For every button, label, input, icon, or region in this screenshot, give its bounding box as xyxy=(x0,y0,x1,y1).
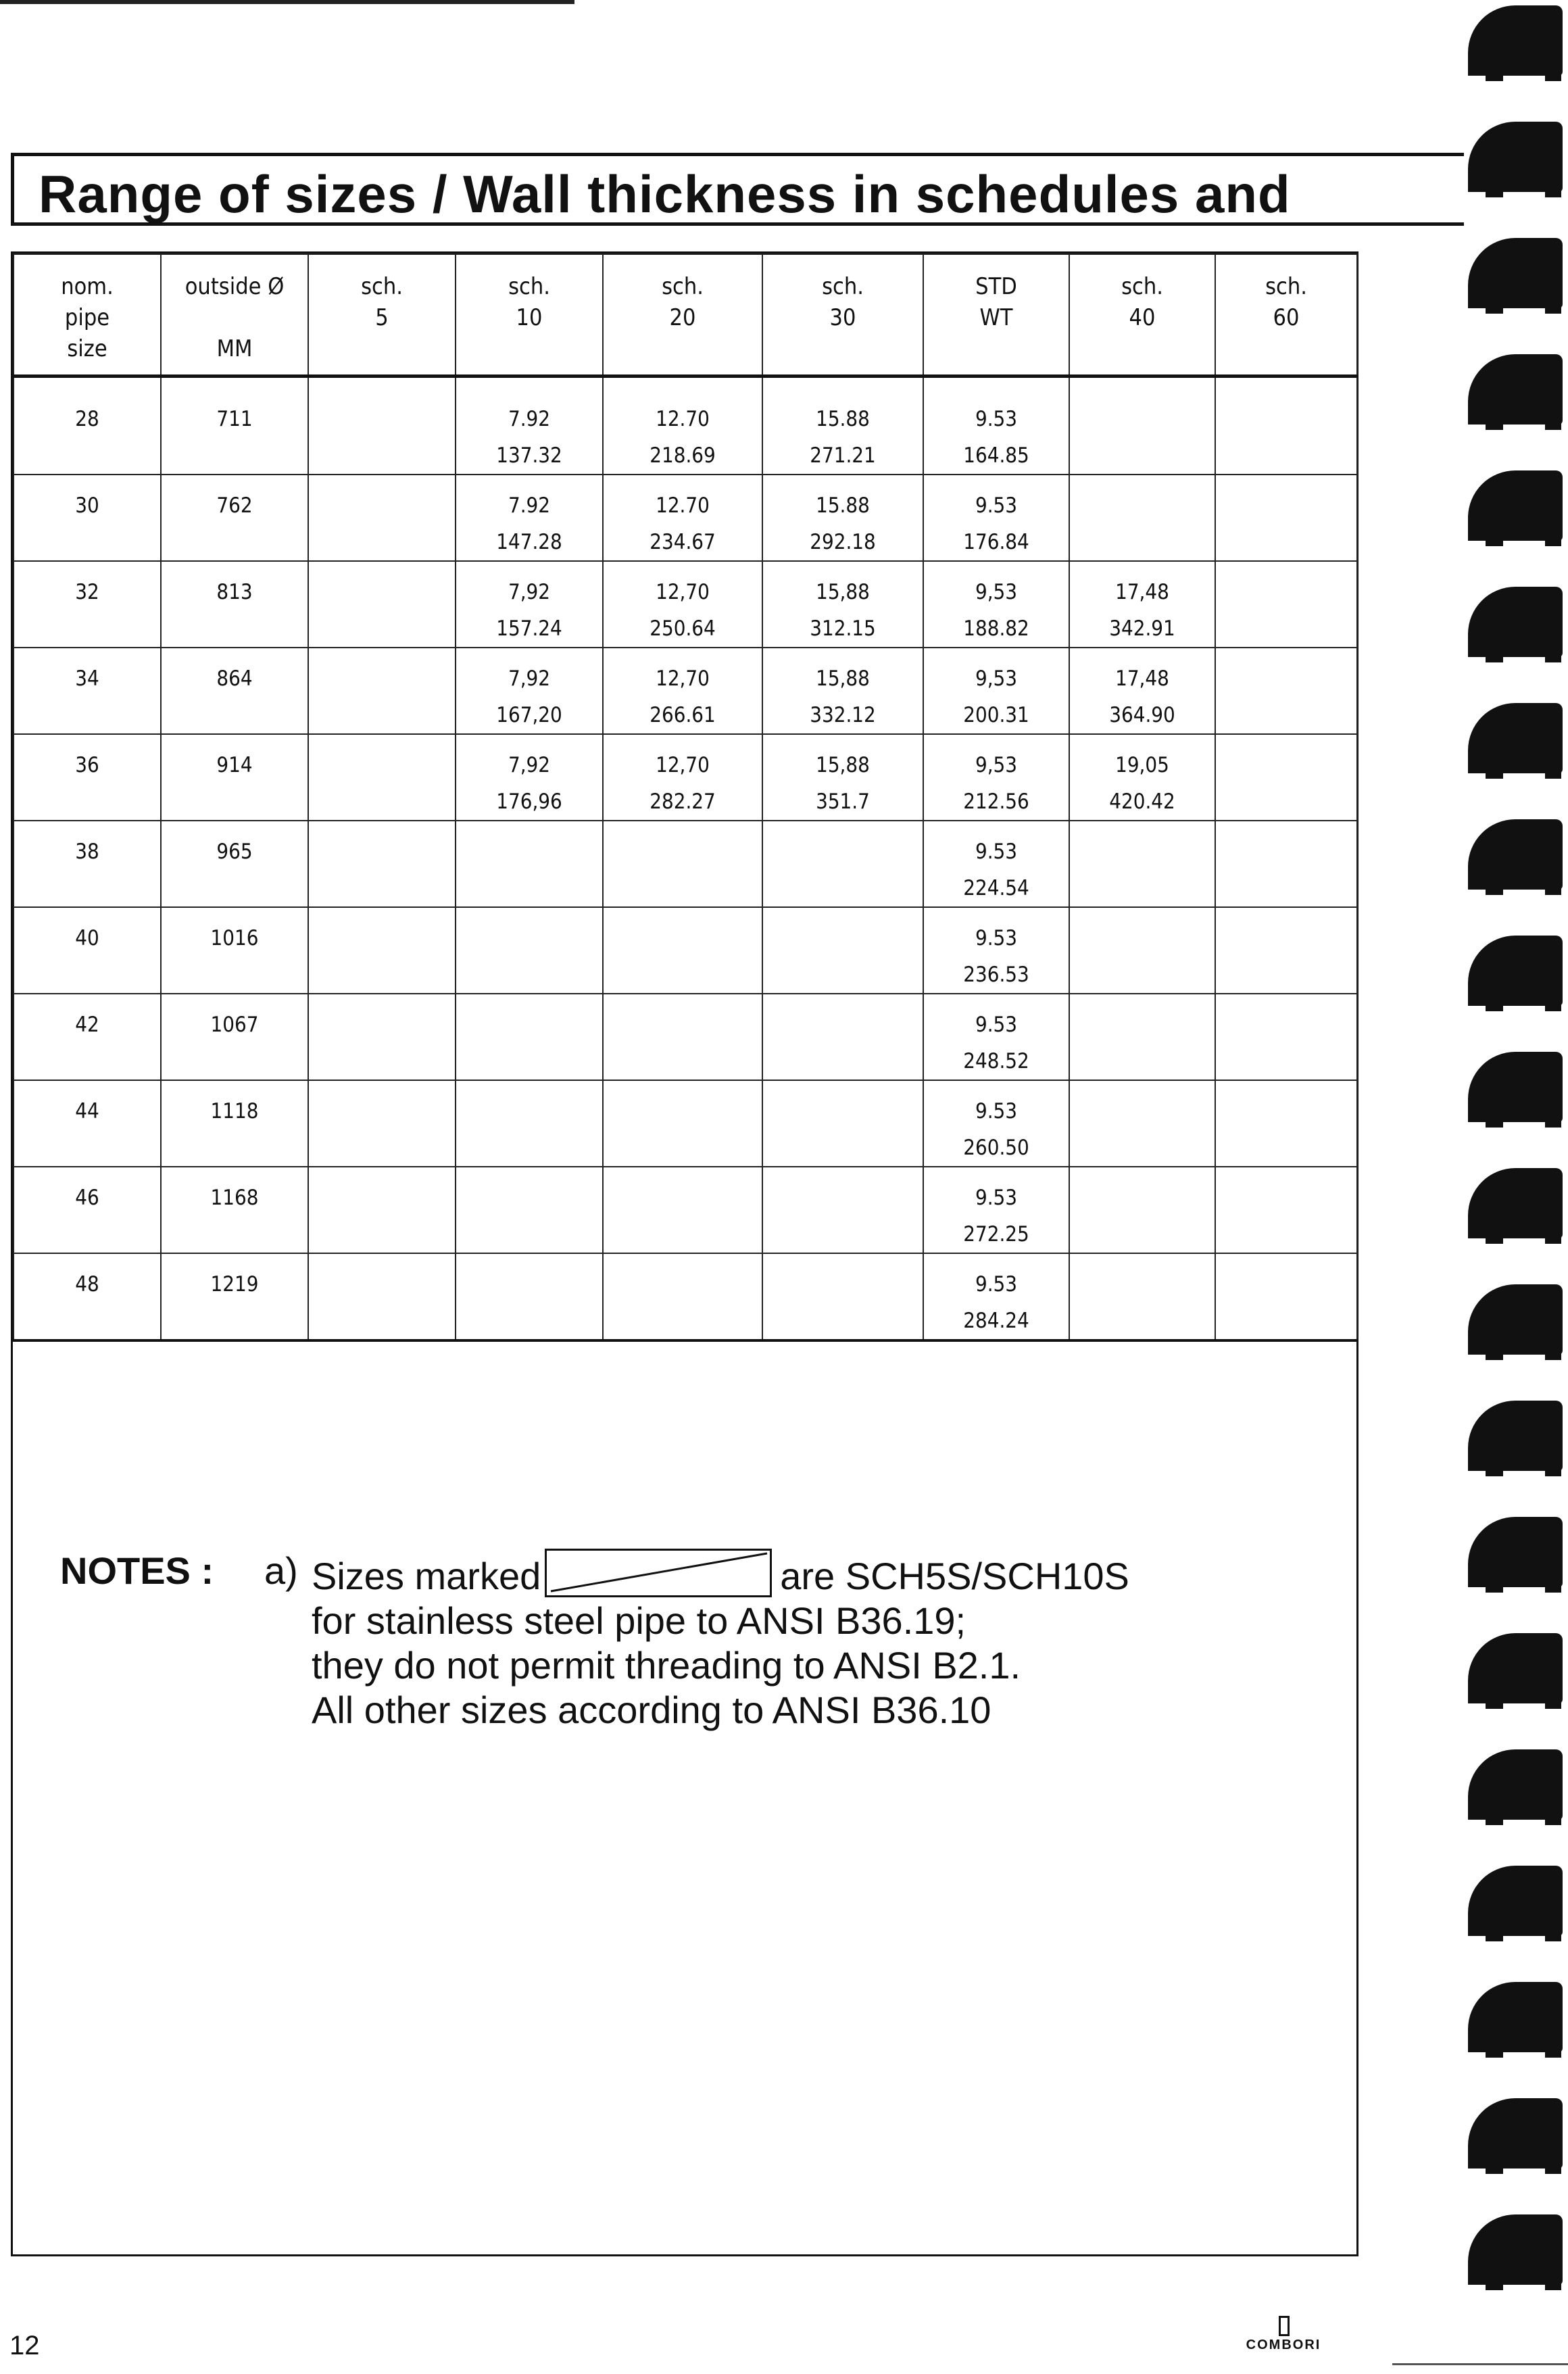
table-cell xyxy=(14,648,161,734)
cell-value: 15,88 xyxy=(816,667,870,691)
binding-tab xyxy=(1468,1401,1563,1471)
cell-value: 17,48 xyxy=(1115,580,1169,604)
table-cell xyxy=(762,1253,923,1340)
column-header-line: 60 xyxy=(1273,304,1300,331)
table-cell xyxy=(308,1167,456,1253)
notes-line xyxy=(312,1549,1325,1599)
column-header xyxy=(456,254,603,376)
cell-value: 28 xyxy=(75,406,99,431)
cell-value: 176.84 xyxy=(963,530,1029,554)
cell-value: 15.88 xyxy=(816,406,870,431)
table-cell xyxy=(308,821,456,907)
column-header xyxy=(14,254,161,376)
table-cell xyxy=(923,1167,1069,1253)
binding-tab xyxy=(1468,1866,1563,1936)
notes-line: All other sizes according to ANSI B36.10 xyxy=(312,1689,991,1731)
table-cell xyxy=(456,1080,603,1167)
logo-mark-icon xyxy=(1279,2316,1290,2336)
table-cell xyxy=(14,1080,161,1167)
table-cell xyxy=(308,1080,456,1167)
cell-value: 7,92 xyxy=(508,753,551,777)
cell-value: 7,92 xyxy=(508,667,551,691)
table-cell xyxy=(161,1167,308,1253)
table-cell xyxy=(923,821,1069,907)
cell-value: 15,88 xyxy=(816,753,870,777)
cell-value: 9.53 xyxy=(975,840,1018,864)
table-cell xyxy=(1215,1080,1357,1167)
table-cell xyxy=(14,475,161,561)
cell-value: 1168 xyxy=(210,1186,259,1210)
cell-value: 224.54 xyxy=(963,876,1029,900)
column-header-line: 20 xyxy=(669,304,696,331)
table-cell xyxy=(161,734,308,821)
cell-value: 7,92 xyxy=(508,580,551,604)
table-cell xyxy=(1215,1167,1357,1253)
binding-tab xyxy=(1468,1284,1563,1355)
table-cell xyxy=(308,1253,456,1340)
page-title: Range of sizes / Wall thickness in schedules and xyxy=(39,164,1291,224)
table-cell xyxy=(923,561,1069,648)
table-cell xyxy=(456,475,603,561)
column-header xyxy=(1215,254,1357,376)
cell-value: 12,70 xyxy=(656,580,710,604)
table-cell xyxy=(762,1080,923,1167)
cell-value: 44 xyxy=(75,1099,99,1123)
binding-tab xyxy=(1468,1052,1563,1122)
notes-line1-before: Sizes marked xyxy=(312,1555,541,1597)
table-cell xyxy=(161,475,308,561)
table-cell xyxy=(923,475,1069,561)
column-header-line: STD xyxy=(975,273,1017,300)
table-cell xyxy=(456,994,603,1080)
table-cell xyxy=(161,1253,308,1340)
table-cell xyxy=(762,734,923,821)
content-frame xyxy=(11,251,1358,2256)
cell-value: 32 xyxy=(75,580,99,604)
column-header-line: sch. xyxy=(508,273,550,300)
table-header-row xyxy=(14,254,1357,376)
binding-tab xyxy=(1468,238,1563,308)
cell-value: 9,53 xyxy=(975,667,1018,691)
column-header-line: sch. xyxy=(662,273,704,300)
cell-value: 40 xyxy=(75,926,99,950)
cell-value: 272.25 xyxy=(963,1222,1029,1246)
cell-value: 271.21 xyxy=(810,443,876,468)
cell-value: 147.28 xyxy=(496,530,562,554)
table-cell xyxy=(308,376,456,475)
cell-value: 282.27 xyxy=(650,790,716,814)
cell-value: 1067 xyxy=(210,1013,259,1037)
cell-value: 248.52 xyxy=(963,1049,1029,1073)
notes-label: NOTES : xyxy=(60,1549,214,1592)
cell-value: 1118 xyxy=(210,1099,259,1123)
table-cell xyxy=(14,561,161,648)
marked-size-box xyxy=(545,1549,772,1597)
table-cell xyxy=(1215,1253,1357,1340)
table-cell xyxy=(762,1167,923,1253)
table-cell xyxy=(456,561,603,648)
table-cell xyxy=(603,648,762,734)
table-cell xyxy=(308,475,456,561)
cell-value: 15.88 xyxy=(816,493,870,518)
table-cell xyxy=(161,561,308,648)
table-cell xyxy=(1215,648,1357,734)
cell-value: 9.53 xyxy=(975,926,1018,950)
table-body xyxy=(14,376,1357,1340)
table-cell xyxy=(1215,376,1357,475)
table-cell xyxy=(603,821,762,907)
cell-value: 234.67 xyxy=(650,530,716,554)
table-cell xyxy=(1215,994,1357,1080)
column-header xyxy=(308,254,456,376)
cell-value: 17,48 xyxy=(1115,667,1169,691)
column-header-line: size xyxy=(67,335,107,362)
table-cell xyxy=(308,734,456,821)
table-cell xyxy=(1215,821,1357,907)
column-header-line xyxy=(162,302,308,333)
table-row xyxy=(14,1253,1357,1340)
table-cell xyxy=(14,994,161,1080)
table-cell xyxy=(603,734,762,821)
table-row xyxy=(14,994,1357,1080)
notes-line1-after: are SCH5S/SCH10S xyxy=(780,1555,1129,1597)
table-cell xyxy=(762,907,923,994)
table-cell xyxy=(603,376,762,475)
cell-value: 38 xyxy=(75,840,99,864)
table-cell xyxy=(161,821,308,907)
cell-value: 711 xyxy=(216,406,253,431)
cell-value: 342.91 xyxy=(1109,616,1175,641)
table-cell xyxy=(923,734,1069,821)
cell-value: 864 xyxy=(216,667,253,691)
table-cell xyxy=(308,648,456,734)
column-header xyxy=(603,254,762,376)
binding-tab xyxy=(1468,1517,1563,1587)
cell-value: 1016 xyxy=(210,926,259,950)
table-cell xyxy=(14,734,161,821)
cell-value: 266.61 xyxy=(650,703,716,727)
diagonal-line-icon xyxy=(547,1551,770,1595)
logo-text: COMBORI xyxy=(1246,2337,1321,2352)
cell-value: 813 xyxy=(216,580,253,604)
binding-tab xyxy=(1468,936,1563,1006)
column-header-line: 40 xyxy=(1129,304,1156,331)
cell-value: 36 xyxy=(75,753,99,777)
cell-value: 762 xyxy=(216,493,253,518)
column-header-line: pipe xyxy=(64,304,110,331)
table-cell xyxy=(923,994,1069,1080)
table-cell xyxy=(1069,734,1215,821)
table-cell xyxy=(456,907,603,994)
cell-value: 137.32 xyxy=(496,443,562,468)
column-header-line: 5 xyxy=(375,304,389,331)
binding-tab xyxy=(1468,470,1563,541)
table-cell xyxy=(1215,561,1357,648)
table-row xyxy=(14,376,1357,475)
column-header-line: sch. xyxy=(361,273,403,300)
cell-value: 236.53 xyxy=(963,963,1029,987)
cell-value: 965 xyxy=(216,840,253,864)
binding-tab xyxy=(1468,122,1563,192)
table-cell xyxy=(456,734,603,821)
table-cell xyxy=(603,475,762,561)
table-cell xyxy=(762,821,923,907)
table-row xyxy=(14,1167,1357,1253)
cell-value: 9.53 xyxy=(975,1272,1018,1297)
cell-value: 42 xyxy=(75,1013,99,1037)
table-row xyxy=(14,734,1357,821)
binding-tab xyxy=(1468,703,1563,773)
table-cell xyxy=(603,1253,762,1340)
column-header xyxy=(923,254,1069,376)
column-header xyxy=(1069,254,1215,376)
pipe-sizes-table xyxy=(13,253,1358,1342)
cell-value: 12,70 xyxy=(656,667,710,691)
cell-value: 48 xyxy=(75,1272,99,1297)
table-cell xyxy=(923,648,1069,734)
table-row xyxy=(14,648,1357,734)
table-cell xyxy=(923,907,1069,994)
cell-value: 34 xyxy=(75,667,99,691)
cell-value: 9,53 xyxy=(975,753,1018,777)
table-cell xyxy=(308,907,456,994)
page-number: 12 xyxy=(9,2331,40,2360)
binding-tab xyxy=(1468,2214,1563,2285)
table-row xyxy=(14,475,1357,561)
table-cell xyxy=(161,994,308,1080)
table-row xyxy=(14,1080,1357,1167)
table-cell xyxy=(603,907,762,994)
table-cell xyxy=(1215,907,1357,994)
table-cell xyxy=(161,1080,308,1167)
binding-tab xyxy=(1468,1749,1563,1820)
cell-value: 420.42 xyxy=(1109,790,1175,814)
binding-tab xyxy=(1468,2098,1563,2169)
column-header-line: MM xyxy=(216,335,253,362)
notes-line: they do not permit threading to ANSI B2.1. xyxy=(312,1644,1021,1687)
table-cell xyxy=(762,475,923,561)
column-header xyxy=(161,254,308,376)
cell-value: 332.12 xyxy=(810,703,876,727)
table-cell xyxy=(603,1080,762,1167)
cell-value: 12,70 xyxy=(656,753,710,777)
table-cell xyxy=(1069,1080,1215,1167)
spiral-binding xyxy=(1461,0,1568,2374)
notes-lines xyxy=(312,1549,1325,1733)
binding-tab xyxy=(1468,587,1563,657)
table-cell xyxy=(1069,475,1215,561)
column-header xyxy=(762,254,923,376)
cell-value: 292.18 xyxy=(810,530,876,554)
binding-tab xyxy=(1468,5,1563,76)
table-cell xyxy=(1069,1253,1215,1340)
cell-value: 212.56 xyxy=(963,790,1029,814)
table-cell xyxy=(923,1080,1069,1167)
table-cell xyxy=(1069,648,1215,734)
cell-value: 9.53 xyxy=(975,1013,1018,1037)
cell-value: 7.92 xyxy=(508,493,551,518)
cell-value: 188.82 xyxy=(963,616,1029,641)
column-header-line: sch. xyxy=(1121,273,1163,300)
column-header-line: outside Ø xyxy=(185,273,285,300)
table-cell xyxy=(762,561,923,648)
table-cell xyxy=(456,648,603,734)
binding-tab xyxy=(1468,1633,1563,1703)
cell-value: 7.92 xyxy=(508,406,551,431)
cell-value: 157.24 xyxy=(496,616,562,641)
top-rule xyxy=(0,0,574,4)
table-cell xyxy=(456,1167,603,1253)
cell-value: 9.53 xyxy=(975,406,1018,431)
table-cell xyxy=(14,821,161,907)
table-cell xyxy=(923,1253,1069,1340)
cell-value: 351.7 xyxy=(816,790,870,814)
table-row xyxy=(14,821,1357,907)
cell-value: 176,96 xyxy=(496,790,562,814)
table-cell xyxy=(762,376,923,475)
column-header-line: WT xyxy=(979,304,1013,331)
table-cell xyxy=(308,561,456,648)
table-cell xyxy=(1215,475,1357,561)
column-header-line: nom. xyxy=(61,273,114,300)
publisher-logo xyxy=(1240,2316,1327,2356)
cell-value: 260.50 xyxy=(963,1136,1029,1160)
table-cell xyxy=(603,561,762,648)
bottom-rule xyxy=(1392,2363,1568,2365)
cell-value: 46 xyxy=(75,1186,99,1210)
binding-tab xyxy=(1468,1982,1563,2052)
cell-value: 12.70 xyxy=(656,406,710,431)
notes-item-marker: a) xyxy=(264,1549,298,1592)
cell-value: 9.53 xyxy=(975,1186,1018,1210)
table-cell xyxy=(1069,907,1215,994)
table-cell xyxy=(603,1167,762,1253)
table-cell xyxy=(456,1253,603,1340)
cell-value: 914 xyxy=(216,753,253,777)
cell-value: 167,20 xyxy=(496,703,562,727)
table-cell xyxy=(14,376,161,475)
cell-value: 218.69 xyxy=(650,443,716,468)
table-cell xyxy=(1069,1167,1215,1253)
cell-value: 200.31 xyxy=(963,703,1029,727)
cell-value: 12.70 xyxy=(656,493,710,518)
notes-line: for stainless steel pipe to ANSI B36.19; xyxy=(312,1599,966,1642)
table-cell xyxy=(762,994,923,1080)
cell-value: 312.15 xyxy=(810,616,876,641)
table-cell xyxy=(1069,376,1215,475)
table-cell xyxy=(603,994,762,1080)
table-cell xyxy=(161,648,308,734)
table-cell xyxy=(923,376,1069,475)
cell-value: 19,05 xyxy=(1115,753,1169,777)
cell-value: 364.90 xyxy=(1109,703,1175,727)
table-cell xyxy=(14,1167,161,1253)
table-cell xyxy=(14,907,161,994)
table-cell xyxy=(14,1253,161,1340)
table-cell xyxy=(308,994,456,1080)
binding-tab xyxy=(1468,1168,1563,1238)
table-cell xyxy=(762,648,923,734)
table-cell xyxy=(161,376,308,475)
cell-value: 250.64 xyxy=(650,616,716,641)
binding-tab xyxy=(1468,354,1563,425)
column-header-line: sch. xyxy=(1265,273,1307,300)
table-cell xyxy=(161,907,308,994)
table-row xyxy=(14,561,1357,648)
cell-value: 30 xyxy=(75,493,99,518)
cell-value: 15,88 xyxy=(816,580,870,604)
cell-value: 9.53 xyxy=(975,493,1018,518)
cell-value: 9.53 xyxy=(975,1099,1018,1123)
table-cell xyxy=(1069,561,1215,648)
table-cell xyxy=(456,821,603,907)
cell-value: 164.85 xyxy=(963,443,1029,468)
table-cell xyxy=(1069,821,1215,907)
column-header-line: sch. xyxy=(822,273,864,300)
binding-tab xyxy=(1468,819,1563,890)
table-row xyxy=(14,907,1357,994)
table-cell xyxy=(1215,734,1357,821)
table-cell xyxy=(456,376,603,475)
cell-value: 284.24 xyxy=(963,1309,1029,1333)
column-header-line: 10 xyxy=(516,304,543,331)
column-header-line: 30 xyxy=(829,304,856,331)
cell-value: 9,53 xyxy=(975,580,1018,604)
title-box xyxy=(11,153,1464,226)
cell-value: 1219 xyxy=(210,1272,259,1297)
table-cell xyxy=(1069,994,1215,1080)
